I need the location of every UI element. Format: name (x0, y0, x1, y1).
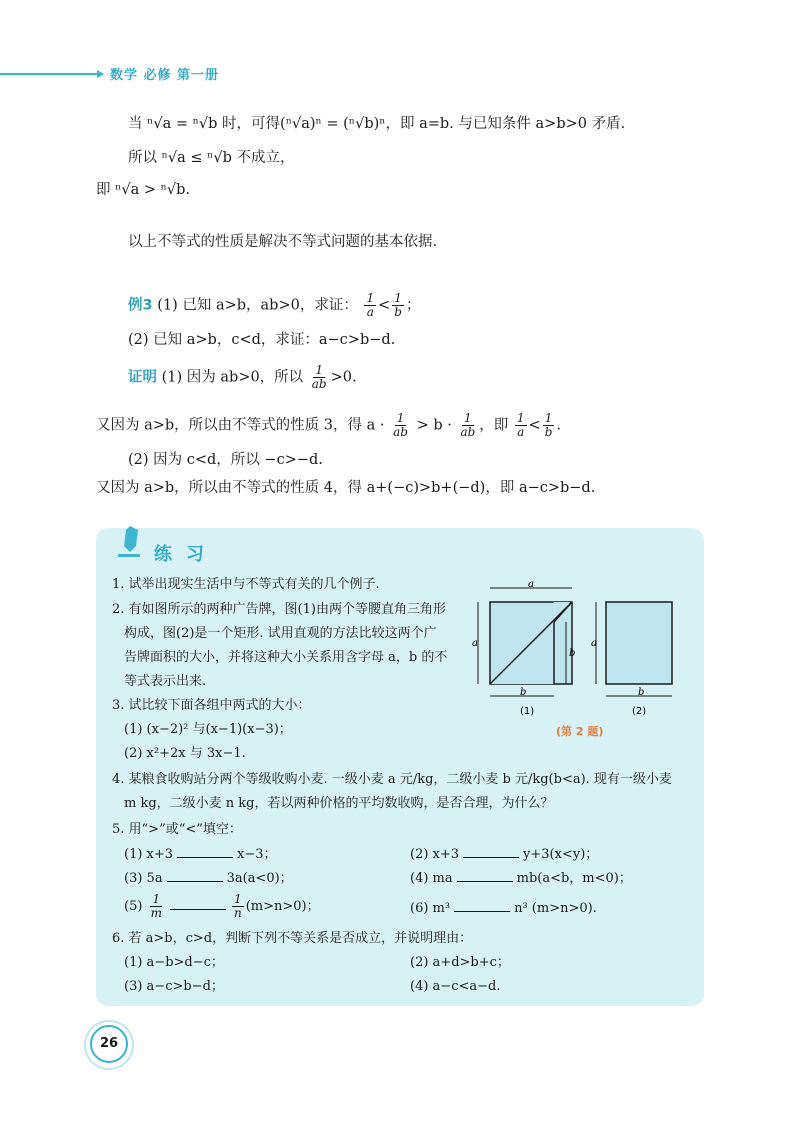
figure-2-rectangle (606, 602, 672, 684)
practice-q5-6: (6) m³ n³ (m>n>0). (410, 901, 597, 916)
label-b-bottom: b (520, 687, 527, 698)
fraction: $\frac{1}{n}$ (233, 892, 242, 920)
practice-q2-line2: 构成，图(2)是一个矩形. 试用直观的方法比较这两个广 (124, 626, 437, 641)
practice-q3-1: (1) (x−2)² 与(x−1)(x−3)； (124, 722, 292, 737)
figure-caption: (第 2 题) (556, 725, 604, 738)
fraction: $\frac{1}{ab}$ (460, 411, 476, 439)
proof-step-2: 又因为 a>b，所以由不等式的性质 3，得 a · $\frac{1}{ab}$ > b · $\frac{1}{ab}$ ，即 $\frac{1}{a}$ < $\frac{1}{b}$ . (96, 411, 561, 439)
practice-q6: 6. 若 a>b，c>d，判断下列不等关系是否成立，并说明理由： (112, 931, 473, 946)
practice-q5-4: (4) ma mb(a<b，m<0)； (410, 871, 632, 886)
label-a-fig2: a (591, 638, 597, 649)
proof-line-3: 即 ⁿ√a > ⁿ√b. (96, 182, 191, 198)
practice-q3-2: (2) x²+2x 与 3x−1. (124, 746, 246, 761)
proof-step-1: 证明 (1) 因为 ab>0，所以 $\frac{1}{ab}$ >0. (128, 363, 357, 391)
practice-q5-3: (3) 5a 3a(a<0)； (124, 871, 293, 886)
practice-q2-line1: 2. 有如图所示的两种广告牌，图(1)由两个等腰直角三角形 (112, 602, 446, 617)
practice-q3: 3. 试比较下面各组中两式的大小： (112, 698, 311, 713)
figure-1-label: (1) (520, 706, 535, 717)
answer-blank[interactable] (167, 869, 223, 882)
practice-q6-3: (3) a−c>b−d； (124, 979, 224, 994)
pen-icon (112, 522, 148, 562)
fraction: $\frac{1}{b}$ (544, 411, 553, 439)
page-number: 26 (90, 1025, 128, 1063)
label-b-right: b (569, 648, 576, 659)
fraction: $\frac{1}{m}$ (150, 892, 162, 920)
answer-blank[interactable] (177, 845, 233, 858)
practice-q2-line3: 告牌面积的大小，并将这种大小关系用含字母 a，b 的不 (124, 650, 448, 665)
practice-title: 练习 (154, 544, 218, 565)
answer-blank[interactable] (457, 869, 513, 882)
figure-2-label: (2) (632, 706, 647, 717)
fraction: $\frac{1}{ab}$ (393, 411, 408, 439)
proof-step-3: (2) 因为 c<d，所以 −c>−d. (128, 452, 323, 468)
fraction: $\frac{1}{a}$ (516, 411, 525, 439)
label-a-top: a (528, 579, 534, 590)
answer-blank[interactable] (454, 899, 510, 912)
running-header: 数学 必修 第一册 (110, 68, 220, 83)
answer-blank[interactable] (170, 897, 226, 910)
practice-q5-5: (5) $\frac{1}{m}$ $\frac{1}{n}$ (m>n>0)； (124, 892, 320, 920)
proof-step-4: 又因为 a>b，所以由不等式的性质 4，得 a+(−c)>b+(−d)，即 a−c>b−d. (96, 480, 596, 496)
practice-q5-2: (2) x+3 y+3(x<y)； (410, 847, 599, 862)
header-rule (0, 73, 100, 75)
practice-q6-4: (4) a−c<a−d. (410, 979, 501, 994)
example-3-part-1: 例3 (1) 已知 a>b，ab>0，求证： $\frac{1}{a}$ < $\frac{1}{b}$ ； (128, 291, 421, 319)
header-arrow-icon (97, 70, 104, 78)
practice-q5: 5. 用“>”或“<”填空： (112, 822, 242, 837)
practice-q5-1: (1) x+3 x−3； (124, 847, 277, 862)
basis-statement: 以上不等式的性质是解决不等式问题的基本依据. (128, 234, 438, 250)
billboard-figure (470, 578, 692, 720)
answer-blank[interactable] (463, 845, 519, 858)
example-text: (1) 已知 a>b，ab>0，求证： (157, 297, 358, 314)
practice-q4-line1: 4. 某粮食收购站分两个等级收购小麦. 一级小麦 a 元/kg，二级小麦 b 元/kg(b<a). 现有一级小麦 (112, 772, 672, 787)
example-3-part-2: (2) 已知 a>b，c<d，求证：a−c>b−d. (128, 332, 396, 348)
proof-label: 证明 (128, 369, 157, 386)
fraction: $\frac{1}{a}$ (366, 291, 375, 319)
fraction: $\frac{1}{ab}$ (311, 363, 327, 391)
label-a-left: a (472, 638, 478, 649)
practice-q6-2: (2) a+d>b+c； (410, 955, 510, 970)
practice-q1: 1. 试举出现实生活中与不等式有关的几个例子. (112, 577, 380, 592)
practice-q2-line4: 等式表示出来. (124, 674, 207, 689)
practice-q4-line2: m kg，二级小麦 n kg，若以两种价格的平均数收购，是否合理，为什么？ (124, 796, 554, 811)
proof-line-2: 所以 ⁿ√a ≤ ⁿ√b 不成立， (128, 150, 295, 166)
label-b-fig2: b (638, 687, 645, 698)
practice-q6-1: (1) a−b>d−c； (124, 955, 224, 970)
proof-line-1: 当 ⁿ√a = ⁿ√b 时，可得(ⁿ√a)ⁿ = (ⁿ√b)ⁿ，即 a=b. 与已知条件 a>b>0 矛盾. (128, 116, 626, 132)
fraction: $\frac{1}{b}$ (394, 291, 402, 319)
example-label: 例3 (128, 297, 153, 314)
